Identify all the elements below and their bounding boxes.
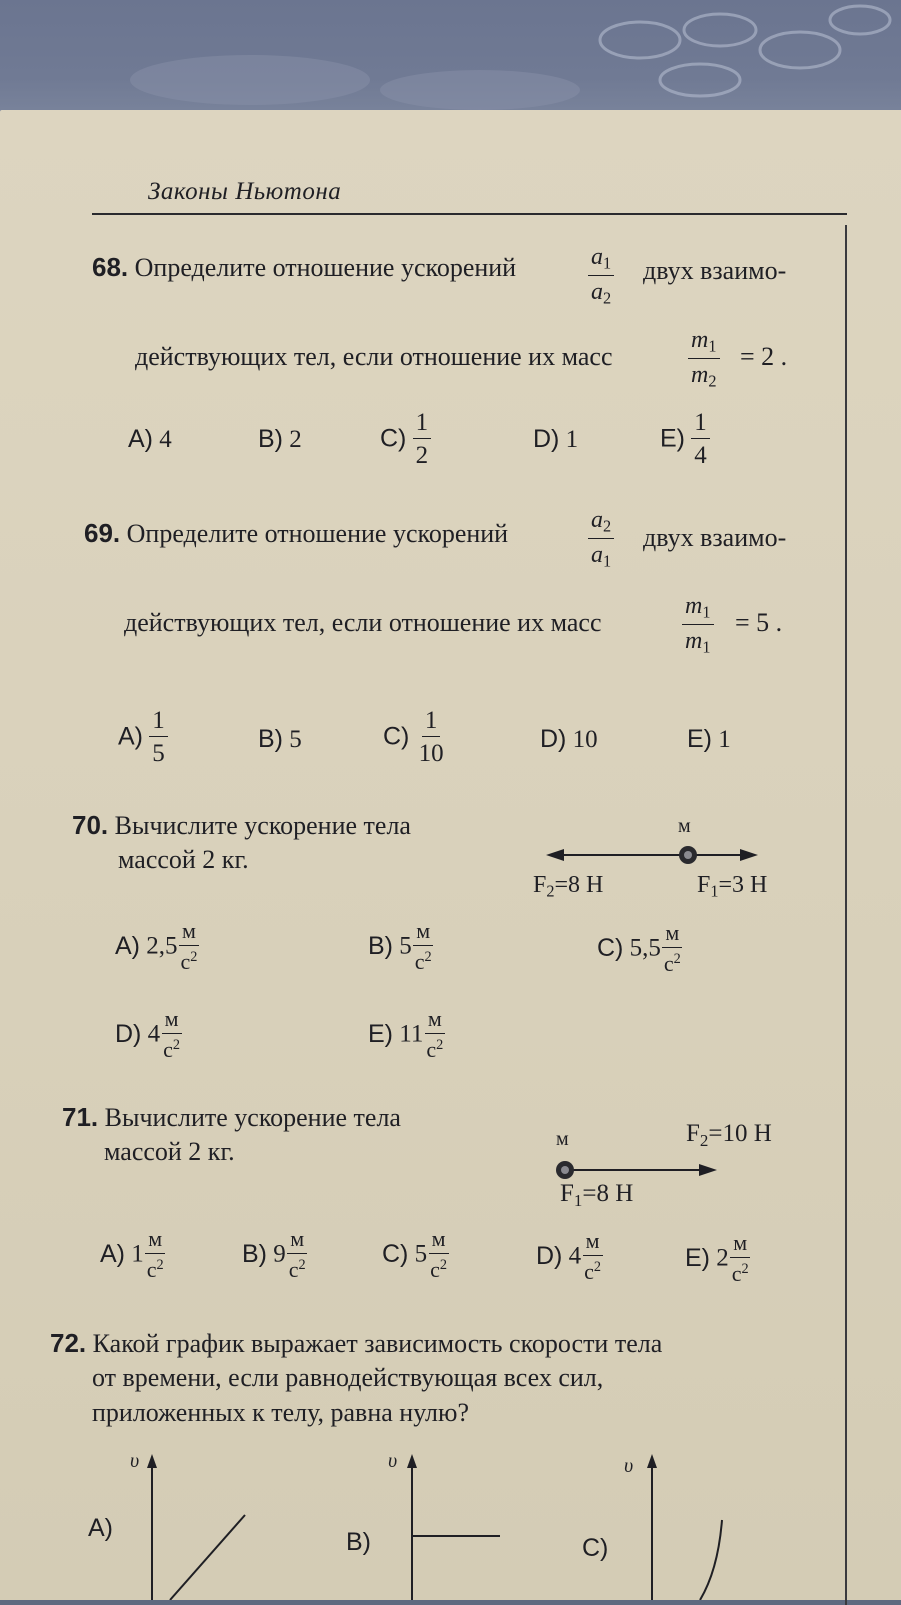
question-72-line2: от времени, если равнодействующая всех сил,	[92, 1363, 604, 1392]
question-70-line1	[72, 810, 411, 841]
question-69-accel-ratio: $\frac{a_2}{a_1}$	[588, 508, 614, 570]
question-69-number: 69.	[84, 518, 121, 548]
q70-f1-arrowhead	[740, 849, 758, 861]
question-69-line1	[84, 518, 508, 549]
graph-a	[140, 1450, 270, 1600]
question-68-line1-end: двух взаимо-	[643, 256, 787, 285]
graph-b	[400, 1450, 520, 1600]
graph-c-label: C)	[582, 1534, 609, 1562]
q69-option-b: B) 5	[258, 725, 302, 753]
question-72-line1	[50, 1328, 662, 1359]
q71-body-label: м	[556, 1128, 569, 1150]
question-68-mass-ratio: $\frac{m_1}{m_2}$	[688, 328, 720, 390]
graph-b-axis-label: υ	[388, 1450, 398, 1472]
q71-option-e: E) 2 $\frac{м}{с^2}$	[685, 1230, 749, 1286]
question-71-text: Вычислите ускорение тела	[104, 1103, 401, 1132]
graph-b-arrowhead	[407, 1454, 417, 1468]
question-71-line2: массой 2 кг.	[104, 1137, 235, 1166]
q68-option-a: A) 4	[128, 425, 172, 453]
graph-c-axis-label: υ	[624, 1455, 634, 1477]
question-72-line3: приложенных к телу, равна нулю?	[92, 1398, 469, 1427]
q70-option-d: D) 4 $\frac{м}{с^2}$	[115, 1006, 181, 1062]
q70-option-c: C) 5,5 $\frac{м}{с^2}$	[597, 920, 681, 976]
q70-option-a: A) 2,5 $\frac{м}{с^2}$	[115, 918, 198, 974]
graph-a-arrowhead	[147, 1454, 157, 1468]
q70-f2-label: $F_2=8$ Н	[533, 872, 604, 901]
q70-option-b: B) 5 $\frac{м}{с^2}$	[368, 918, 432, 974]
q68-option-c: C) $\frac{1}{2}$	[380, 410, 431, 468]
q70-force-diagram	[540, 810, 810, 920]
question-69-line2: действующих тел, если отношение их масс	[124, 608, 602, 637]
q70-option-e: E) 11 $\frac{м}{с^2}$	[368, 1006, 444, 1062]
q71-option-b: B) 9 $\frac{м}{с^2}$	[242, 1226, 306, 1282]
q70-f1-label: $F_1=3$ Н	[697, 872, 768, 901]
q71-option-c: C) 5 $\frac{м}{с^2}$	[382, 1226, 448, 1282]
q68-option-d: D) 1	[533, 425, 579, 453]
q71-body-dot-highlight	[561, 1166, 569, 1174]
question-69-mass-ratio: $\frac{m_1}{m_1}$	[682, 594, 714, 656]
graph-c	[640, 1450, 740, 1600]
q69-option-c: C) $\frac{1}{10}$	[383, 707, 444, 767]
book-page	[0, 110, 901, 1600]
q71-f1-label: $F_1=8$ Н	[560, 1180, 634, 1210]
graph-c-arrowhead	[647, 1454, 657, 1468]
q70-f2-arrowhead	[546, 849, 564, 861]
graph-a-axis-label: υ	[130, 1450, 140, 1472]
question-68-line2: действующих тел, если отношение их масс	[135, 342, 613, 371]
q69-option-e: E) 1	[687, 725, 731, 753]
q68-option-e: E) $\frac{1}{4}$	[660, 410, 710, 468]
graph-a-label: A)	[88, 1514, 113, 1542]
right-margin-rule	[845, 225, 847, 1605]
question-71-line1	[62, 1102, 401, 1133]
question-71-number: 71.	[62, 1102, 99, 1132]
q69-option-a: A) $\frac{1}{5}$	[118, 708, 168, 766]
header-rule	[92, 213, 847, 215]
question-68-mass-value: = 2 .	[740, 342, 788, 371]
question-69-text: Определите отношение ускорений	[126, 519, 509, 548]
q70-body-label: м	[678, 815, 691, 837]
q68-option-b: B) 2	[258, 425, 302, 453]
question-72-text: Какой график выражает зависимость скорости тела	[92, 1329, 663, 1358]
question-68-number: 68.	[92, 252, 129, 282]
question-69-mass-value: = 5 .	[735, 608, 783, 637]
q71-option-a: A) 1 $\frac{м}{с^2}$	[100, 1226, 164, 1282]
graph-b-label: B)	[346, 1528, 371, 1556]
q70-body-dot-highlight	[684, 851, 692, 859]
question-72-number: 72.	[50, 1328, 87, 1358]
question-68-accel-ratio: $\frac{a_1}{a_2}$	[588, 245, 614, 307]
q69-option-d: D) 10	[540, 725, 598, 753]
graph-a-line	[170, 1515, 245, 1600]
question-70-line2: массой 2 кг.	[118, 845, 249, 874]
question-70-text: Вычислите ускорение тела	[114, 811, 411, 840]
section-title: Законы Ньютона	[148, 178, 342, 205]
question-69-line1-end: двух взаимо-	[643, 523, 787, 552]
question-68-line1	[92, 252, 516, 283]
graph-c-curve	[700, 1520, 722, 1600]
q71-f2-label: $F_2=10$ Н	[686, 1120, 772, 1150]
q71-option-d: D) 4 $\frac{м}{с^2}$	[536, 1228, 602, 1284]
question-68-text: Определите отношение ускорений	[134, 253, 517, 282]
q71-arrowhead	[699, 1164, 717, 1176]
question-70-number: 70.	[72, 810, 109, 840]
